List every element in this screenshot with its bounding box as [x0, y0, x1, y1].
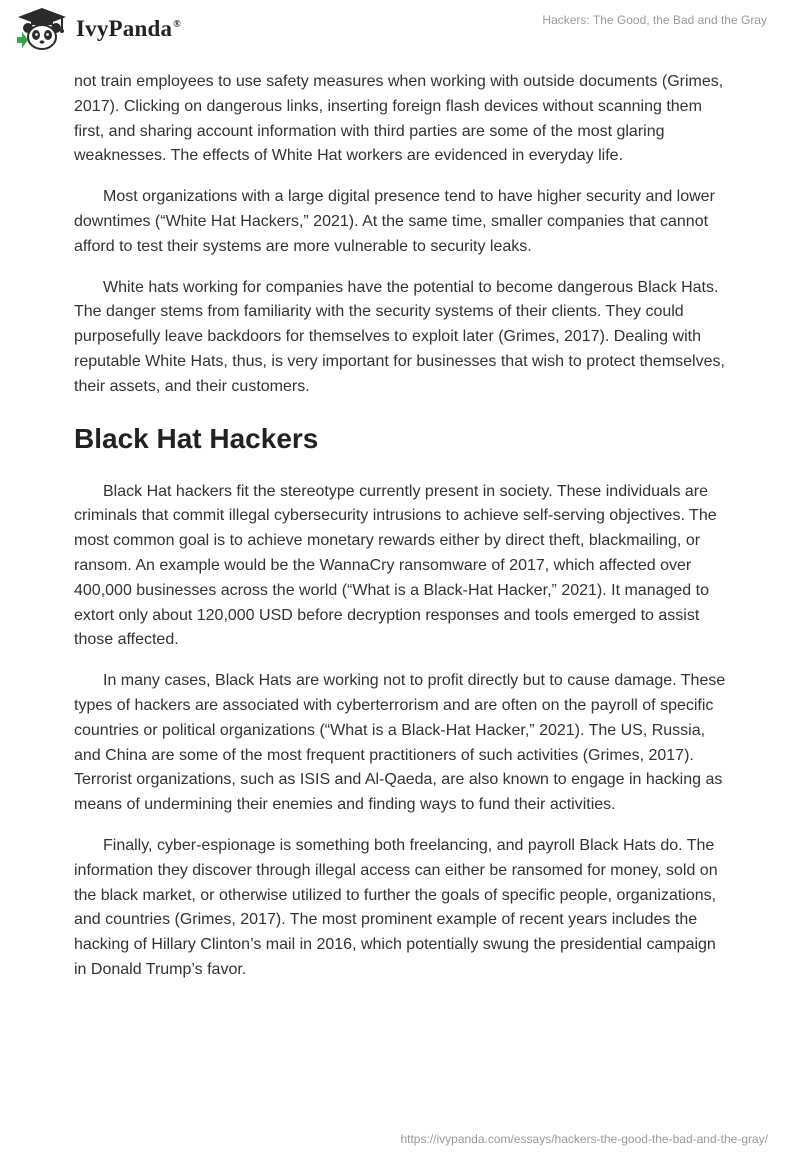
- brand-registered-mark: ®: [173, 19, 181, 31]
- brand-name: IvyPanda: [76, 16, 173, 41]
- footer-source-url[interactable]: https://ivypanda.com/essays/hackers-the-good-the-bad-and-the-gray/: [400, 1132, 768, 1146]
- section-heading-black-hat: Black Hat Hackers: [74, 422, 319, 454]
- panda-graduate-icon: [14, 6, 70, 52]
- essay-content: [74, 70, 728, 999]
- paragraph-3: White hats working for companies have the potential to become dangerous Black Hats. The danger stems from familiarity with the security systems of their clients. They could purposefully leave backdoors for themselves to exploit later (Grimes, 2017). Dealing with reputable White Hats, thus, is very important for businesses that wish to protect themselves, their assets, and their customers.: [74, 278, 725, 395]
- paragraph-1: not train employees to use safety measures when working with outside documents (Grimes, 2017). Clicking on dangerous links, inserting foreign flash devices without scanning them first, and sharing account information with third parties are some of the most glaring weaknesses. The effects of White Hat workers are evidenced in everyday life.: [74, 73, 724, 165]
- paragraph-4: Black Hat hackers fit the stereotype currently present in society. These individuals are criminals that commit illegal cybersecurity intrusions to achieve self-serving objectives. The most common goal is to achieve monetary rewards either by direct theft, blackmailing, or ransom. An example would be the WannaCry ransomware of 2017, which affected over 400,000 businesses across the world (“What is a Black-Hat Hacker,” 2021). It managed to extort only about 120,000 USD before decryption responses and tools emerged to assist those affected.: [74, 482, 717, 649]
- brand-logo[interactable]: [14, 6, 181, 52]
- paragraph-5: In many cases, Black Hats are working not to profit directly but to cause damage. These types of hackers are associated with cyberterrorism and are often on the payroll of specific countries or political organizations (“What is a Black-Hat Hacker,” 2021). The US, Russia, and China are some of the most frequent practitioners of such activities (Grimes, 2017). Terrorist organizations, such as ISIS and Al-Qaeda, are also known to engage in hacking as means of undermining their enemies and finding ways to fund their activities.: [74, 672, 726, 814]
- paragraph-2: Most organizations with a large digital presence tend to have higher security and lower downtimes (“White Hat Hackers,” 2021). At the same time, smaller companies that cannot afford to test their systems are more vulnerable to security leaks.: [74, 188, 715, 255]
- document-title: Hackers: The Good, the Bad and the Gray: [542, 13, 767, 27]
- paragraph-6: Finally, cyber-espionage is something both freelancing, and payroll Black Hats do. The information they discover through illegal access can either be ransomed for money, sold on the black market, or otherwise utilized to further the goals of specific people, organizations, and countries (Grimes, 2017). The most prominent example of recent years includes the hacking of Hillary Clinton’s mail in 2016, which potentially swung the presidential campaign in Donald Trump’s favor.: [74, 836, 718, 978]
- page-header: [0, 0, 800, 70]
